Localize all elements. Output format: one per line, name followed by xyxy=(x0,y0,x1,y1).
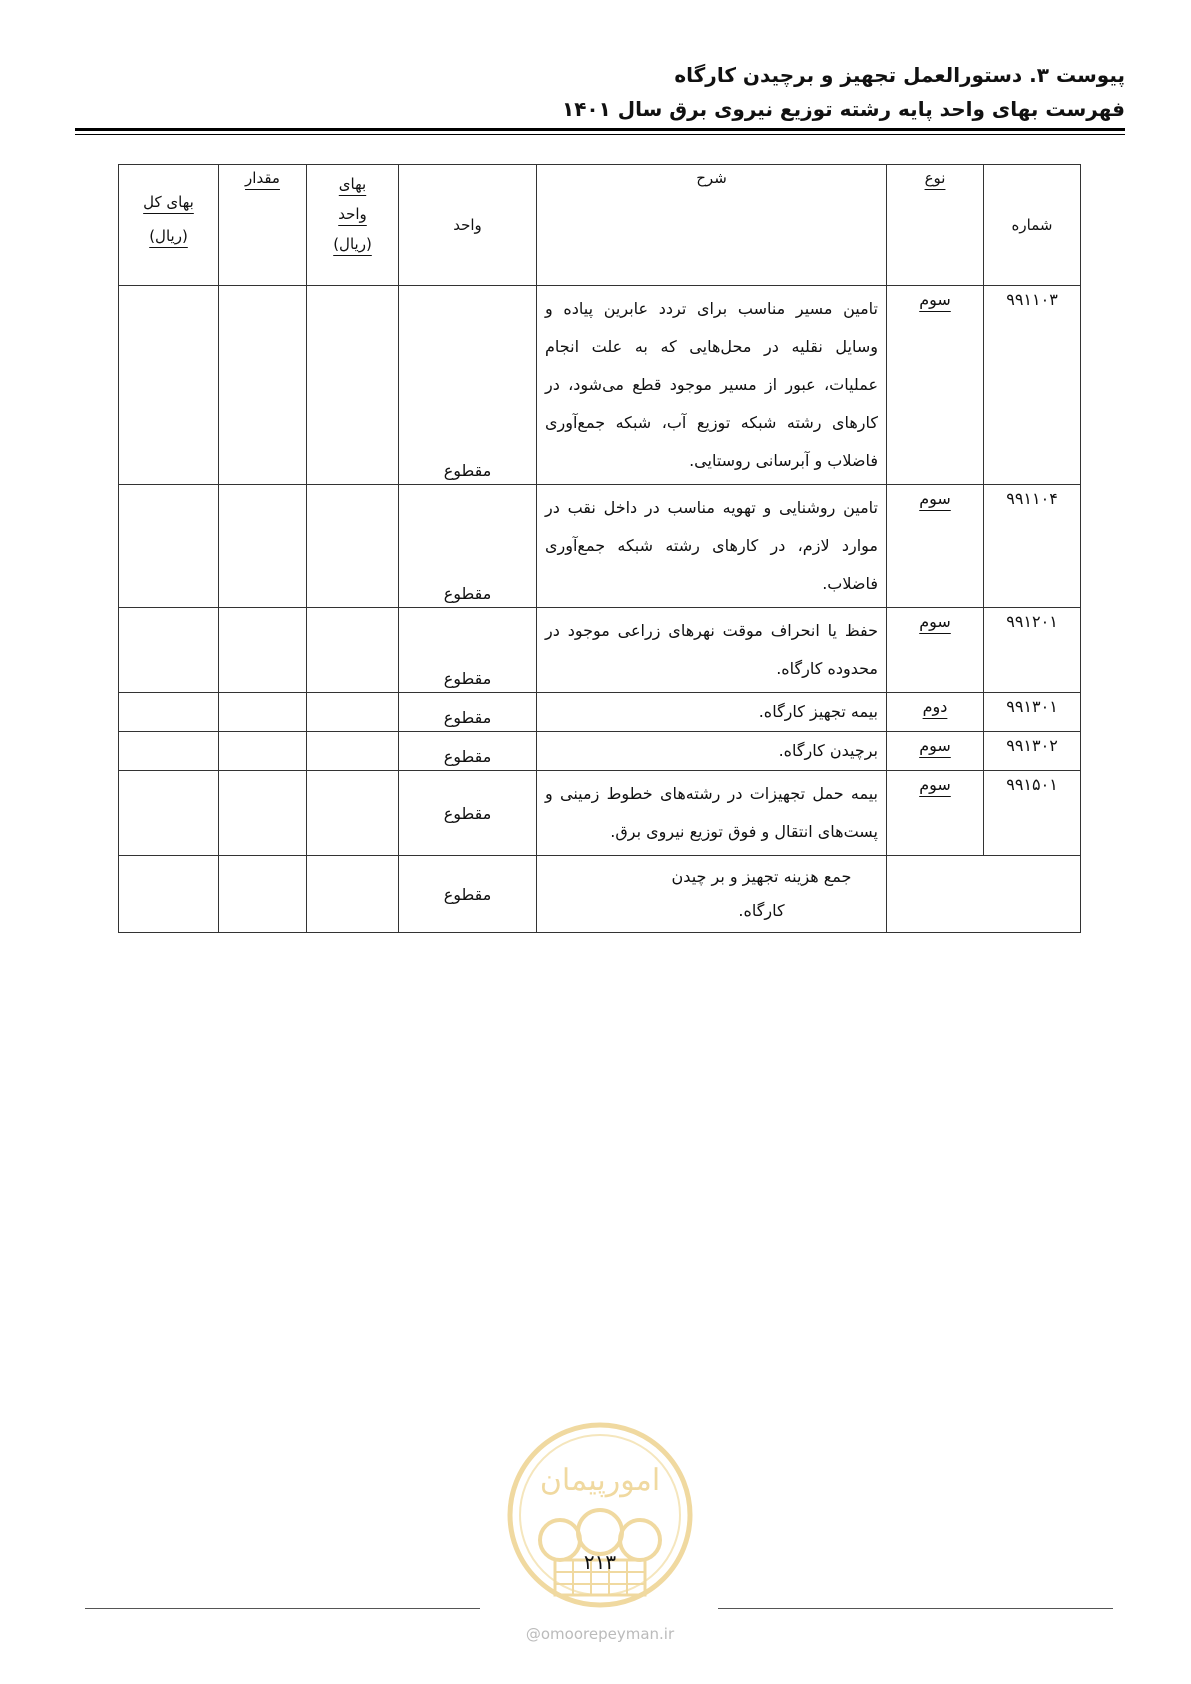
row-unit-price xyxy=(307,485,399,608)
row-total xyxy=(119,485,219,608)
row-unit: مقطوع xyxy=(399,286,537,485)
row-desc: برچیدن کارگاه. xyxy=(537,732,887,771)
row-total xyxy=(119,608,219,693)
row-quantity xyxy=(219,608,307,693)
table-header-row xyxy=(119,165,1081,286)
row-unit-price xyxy=(307,732,399,771)
table-row xyxy=(119,693,1081,732)
page-header xyxy=(75,58,1125,126)
header-divider-thick xyxy=(75,128,1125,131)
row-quantity xyxy=(219,693,307,732)
row-total xyxy=(119,732,219,771)
row-code: ۹۹۱۲۰۱ xyxy=(984,608,1081,693)
row-desc: تامین روشنایی و تهویه مناسب در داخل نقب در موارد لازم، در کارهای رشته شبکه جمع‌آوری فاضلاب. xyxy=(537,485,887,608)
row-type: سوم xyxy=(887,771,984,856)
row-code: ۹۹۱۵۰۱ xyxy=(984,771,1081,856)
table-total-row xyxy=(119,856,1081,933)
price-list-title: فهرست بهای واحد پایه رشته توزیع نیروی برق سال ۱۴۰۱ xyxy=(562,97,1125,121)
row-unit: مقطوع xyxy=(399,771,537,856)
total-row-total xyxy=(119,856,219,933)
row-desc: حفظ یا انحراف موقت نهرهای زراعی موجود در محدوده کارگاه. xyxy=(537,608,887,693)
footer-url: @omoorepeyman.ir xyxy=(525,1625,675,1643)
row-type: سوم xyxy=(887,485,984,608)
row-desc: تامین مسیر مناسب برای تردد عابرین پیاده و وسایل نقلیه در محل‌هایی که به علت انجام عملیات، عبور از مسیر موجود قطع می‌شود، در کارهای رشته شبکه توزیع آب، شبکه جمع‌آوری فاضلاب و آبرسانی روستایی. xyxy=(537,286,887,485)
page-number: ۲۱۳ xyxy=(583,1550,617,1574)
total-row-unit-price xyxy=(307,856,399,933)
row-quantity xyxy=(219,485,307,608)
row-unit-price xyxy=(307,286,399,485)
header-quantity: مقدار xyxy=(219,165,307,286)
header-unit-price: بهای واحد (ریال) xyxy=(307,165,399,286)
row-desc: بیمه تجهیز کارگاه. xyxy=(537,693,887,732)
row-quantity xyxy=(219,732,307,771)
row-type: سوم xyxy=(887,732,984,771)
row-unit: مقطوع xyxy=(399,608,537,693)
row-code: ۹۹۱۱۰۴ xyxy=(984,485,1081,608)
row-unit-price xyxy=(307,693,399,732)
row-unit-price xyxy=(307,608,399,693)
row-quantity xyxy=(219,771,307,856)
table-row xyxy=(119,485,1081,608)
header-desc: شرح xyxy=(537,165,887,286)
footer-divider-left xyxy=(85,1608,480,1609)
row-desc: بیمه حمل تجهیزات در رشته‌های خطوط زمینی و پست‌های انتقال و فوق توزیع نیروی برق. xyxy=(537,771,887,856)
table-row xyxy=(119,732,1081,771)
header-unit: واحد xyxy=(399,165,537,286)
table-row xyxy=(119,608,1081,693)
total-row-blank xyxy=(887,856,1081,933)
table-row xyxy=(119,286,1081,485)
total-row-unit: مقطوع xyxy=(399,856,537,933)
total-row-desc: جمع هزینه تجهیز و بر چیدن کارگاه. xyxy=(537,856,887,933)
row-code: ۹۹۱۳۰۲ xyxy=(984,732,1081,771)
header-divider-thin xyxy=(75,134,1125,135)
row-total xyxy=(119,286,219,485)
header-total-price: بهای کل (ریال) xyxy=(119,165,219,286)
table-row xyxy=(119,771,1081,856)
row-total xyxy=(119,693,219,732)
row-unit: مقطوع xyxy=(399,732,537,771)
footer-divider-right xyxy=(718,1608,1113,1609)
total-row-quantity xyxy=(219,856,307,933)
row-unit-price xyxy=(307,771,399,856)
appendix-title: پیوست ۳. دستورالعمل تجهیز و برچیدن کارگاه xyxy=(674,63,1125,87)
watermark-logo xyxy=(505,1420,695,1610)
row-total xyxy=(119,771,219,856)
row-type: سوم xyxy=(887,286,984,485)
row-code: ۹۹۱۳۰۱ xyxy=(984,693,1081,732)
price-table xyxy=(118,164,1081,933)
row-unit: مقطوع xyxy=(399,485,537,608)
row-type: سوم xyxy=(887,608,984,693)
watermark-text: امورپیمان xyxy=(539,1463,661,1498)
row-unit: مقطوع xyxy=(399,693,537,732)
row-code: ۹۹۱۱۰۳ xyxy=(984,286,1081,485)
header-type: نوع xyxy=(887,165,984,286)
header-code: شماره xyxy=(984,165,1081,286)
row-quantity xyxy=(219,286,307,485)
row-type: دوم xyxy=(887,693,984,732)
